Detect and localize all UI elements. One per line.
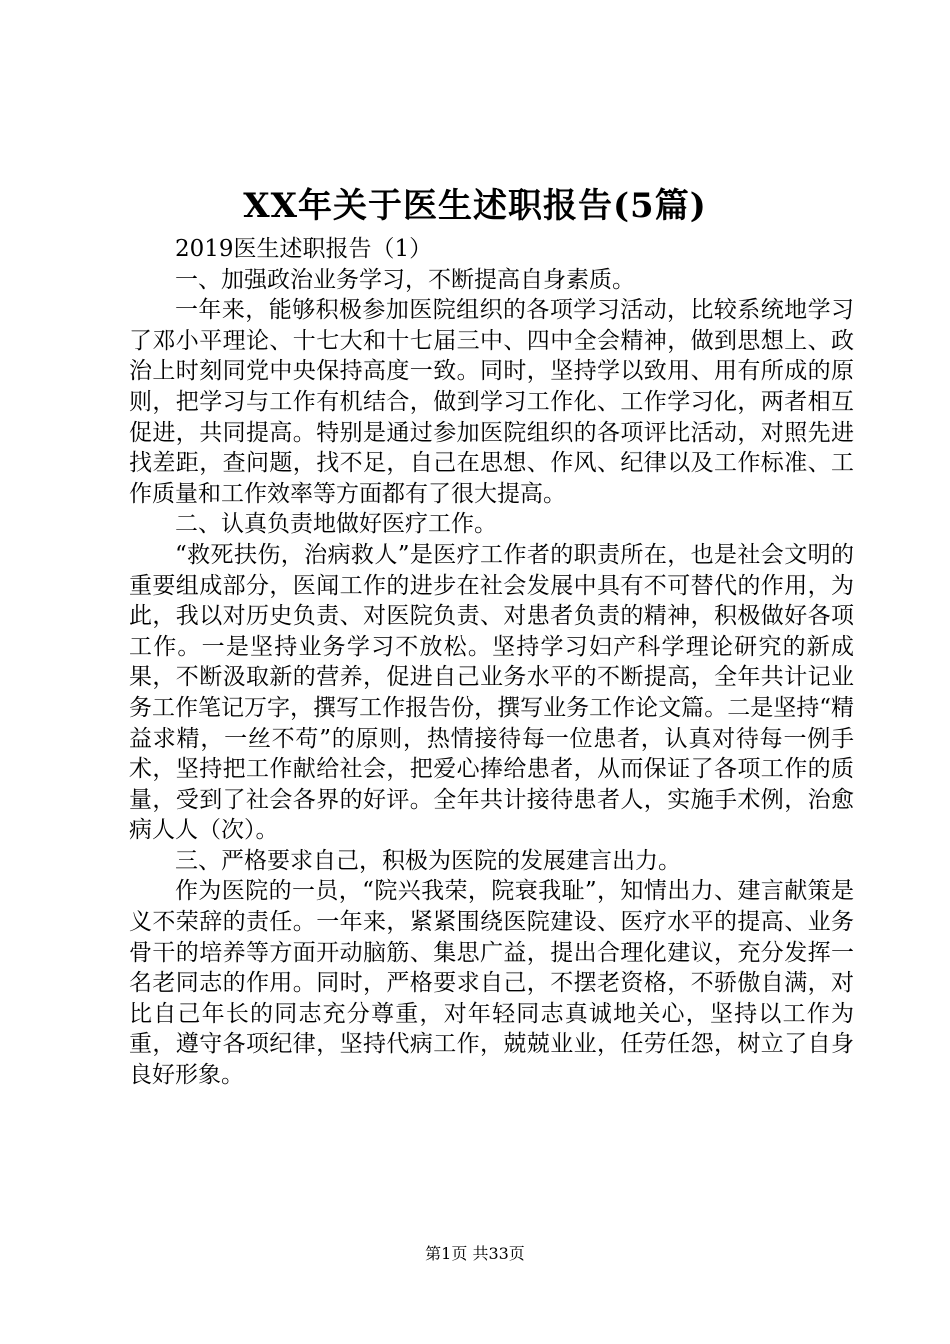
document-body: [129, 234, 854, 1091]
subsection-heading: 一、加强政治业务学习，不断提高自身素质。: [175, 266, 635, 293]
body-paragraph: “救死扶伤，治病救人”是医疗工作者的职责所在，也是社会文明的重要组成部分，医闻工作的进步在社会发展中具有不可替代的作用，为此，我以对历史负责、对医院负责、对患者负责的精神，积极做好各项工作。一是坚持业务学习不放松。坚持学习妇产科学理论研究的新成果，不断汲取新的营养，促进自己业务水平的不断提高，全年共计记业务工作笔记万字，撰写工作报告份，撰写业务工作论文篇。二是坚持“精益求精，一丝不苟”的原则，热情接待每一位患者，认真对待每一例手术，坚持把工作献给社会，把爱心捧给患者，从而保证了各项工作的质量，受到了社会各界的好评。全年共计接待患者人，实施手术例，治愈病人人（次）。: [129, 541, 854, 844]
subsection-heading: 二、认真负责地做好医疗工作。: [175, 511, 497, 538]
body-paragraph: 一年来，能够积极参加医院组织的各项学习活动，比较系统地学习了邓小平理论、十七大和十七届三中、四中全会精神，做到思想上、政治上时刻同党中央保持高度一致。同时，坚持学以致用、用有所成的原则，把学习与工作有机结合，做到学习工作化、工作学习化，两者相互促进，共同提高。特别是通过参加医院组织的各项评比活动，对照先进找差距，查问题，找不足，自己在思想、作风、纪律以及工作标准、工作质量和工作效率等方面都有了很大提高。: [129, 297, 854, 507]
body-paragraph: 作为医院的一员，“院兴我荣，院衰我耻”，知情出力、建言献策是义不荣辞的责任。一年来，紧紧围绕医院建设、医疗水平的提高、业务骨干的培养等方面开动脑筋、集思广益，提出合理化建议，充分发挥一名老同志的作用。同时，严格要求自己，不摆老资格，不骄傲自满，对比自己年长的同志充分尊重，对年轻同志真诚地关心，坚持以工作为重，遵守各项纪律，坚持代病工作，兢兢业业，任劳任怨，树立了自身良好形象。: [129, 878, 854, 1089]
subsection-heading: 三、严格要求自己，积极为医院的发展建言出力。: [175, 847, 681, 874]
section-heading: 2019医生述职报告（1）: [175, 236, 433, 262]
document-title: XX年关于医生述职报告(5篇): [243, 186, 707, 226]
page-footer: 第1页 共33页: [425, 1244, 525, 1263]
